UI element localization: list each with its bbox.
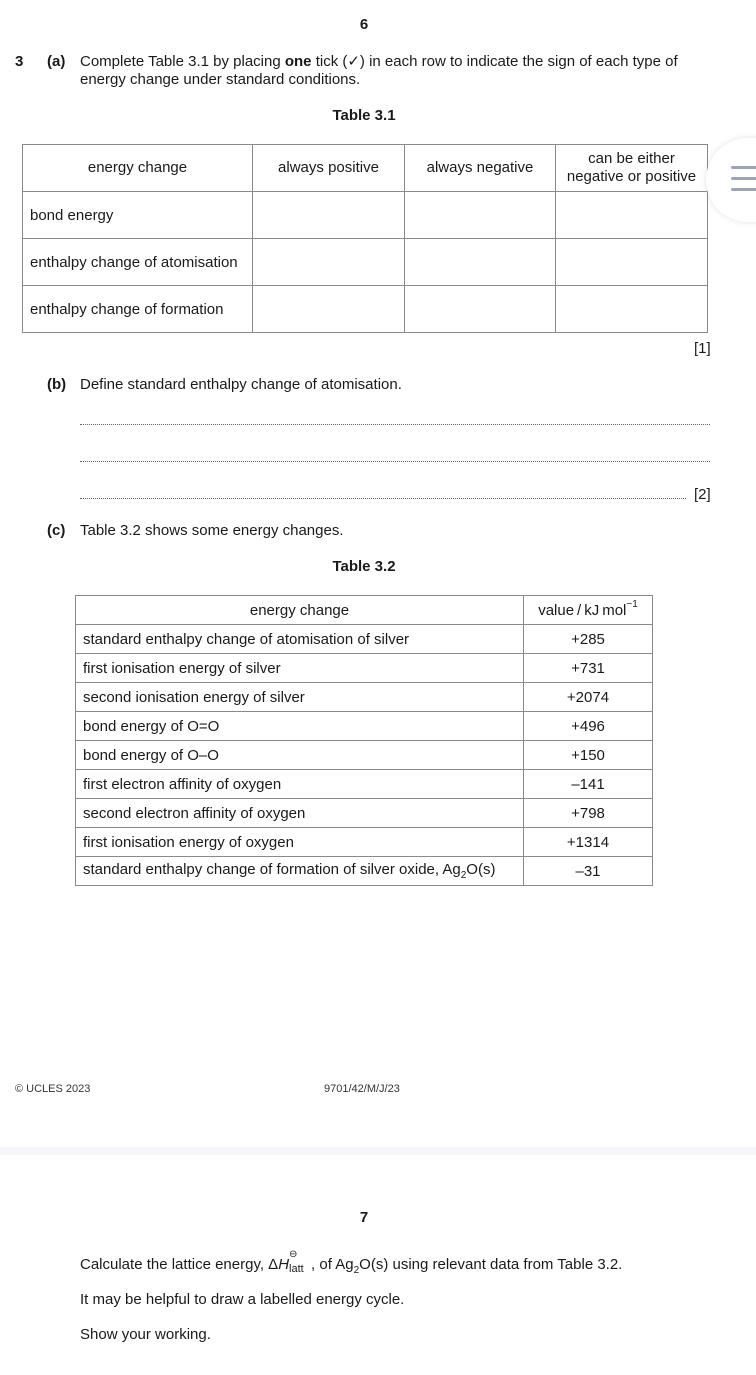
header-energy-change: energy change [76, 596, 524, 625]
part-a-label: (a) [47, 53, 66, 70]
header-either [556, 145, 708, 192]
table-row [76, 683, 653, 712]
question-text: Calculate the lattice energy, [80, 1256, 269, 1273]
header-value-unit: value / kJ mol [538, 602, 627, 619]
tick-cell-either[interactable] [556, 286, 708, 333]
row-label: enthalpy change of atomisation [23, 239, 253, 286]
energy-change-value: –31 [524, 857, 653, 886]
table-row [23, 286, 708, 333]
energy-change-name: bond energy of O=O [76, 712, 524, 741]
hint-text: It may be helpful to draw a labelled energy cycle. [80, 1291, 405, 1308]
row-label: enthalpy change of formation [23, 286, 253, 333]
answer-line[interactable] [80, 497, 686, 499]
energy-change-name: first ionisation energy of silver [76, 654, 524, 683]
question-text: , of Ag [311, 1256, 354, 1273]
energy-change-value: +496 [524, 712, 653, 741]
table-row [76, 625, 653, 654]
menu-button[interactable] [706, 138, 756, 222]
name-text: O(s) [466, 861, 496, 878]
page-number: 7 [359, 1209, 369, 1226]
table-row [23, 239, 708, 286]
energy-change-name: standard enthalpy change of atomisation of silver [76, 625, 524, 654]
delta-symbol: Δ [268, 1256, 279, 1273]
header-either-line2: negative or positive [566, 168, 697, 185]
header-energy-change: energy change [23, 145, 253, 192]
tick-cell-always-positive[interactable] [253, 286, 405, 333]
formula-subscript: 2 [353, 1265, 360, 1276]
show-working-text: Show your working. [80, 1326, 211, 1343]
tick-cell-always-negative[interactable] [405, 286, 556, 333]
table-3-2 [75, 595, 653, 886]
part-a-marks: [1] [694, 340, 711, 357]
part-a-instruction [80, 53, 720, 89]
page-separator [0, 1147, 756, 1155]
tick-cell-always-negative[interactable] [405, 239, 556, 286]
row-label: bond energy [23, 192, 253, 239]
answer-line[interactable] [80, 423, 710, 425]
tick-cell-always-positive[interactable] [253, 192, 405, 239]
energy-change-name: second ionisation energy of silver [76, 683, 524, 712]
table-row [76, 654, 653, 683]
energy-change-name: first electron affinity of oxygen [76, 770, 524, 799]
tick-cell-either[interactable] [556, 192, 708, 239]
instruction-text: energy change under standard conditions. [80, 71, 361, 88]
table-3-1 [22, 144, 708, 333]
table-row [76, 828, 653, 857]
lattice-energy-question [80, 1249, 623, 1280]
tick-cell-either[interactable] [556, 239, 708, 286]
table-header-row [23, 145, 708, 192]
standard-state-symbol: ⊖ [289, 1249, 298, 1260]
lattice-sub-sup [289, 1249, 311, 1275]
part-b-label: (b) [47, 376, 67, 393]
question-number: 3 [15, 53, 24, 70]
energy-change-value: –141 [524, 770, 653, 799]
header-either-line1: can be either [588, 150, 675, 167]
paper-code: 9701/42/M/J/23 [324, 1083, 400, 1095]
instruction-bold: one [284, 53, 312, 70]
enthalpy-symbol: H [278, 1256, 290, 1273]
table-row [76, 857, 653, 886]
page-number: 6 [359, 16, 369, 33]
energy-change-value: +1314 [524, 828, 653, 857]
energy-change-value: +798 [524, 799, 653, 828]
part-c-text: Table 3.2 shows some energy changes. [80, 522, 344, 539]
energy-change-name [76, 857, 524, 886]
table-row [23, 192, 708, 239]
energy-change-value: +2074 [524, 683, 653, 712]
energy-change-value: +285 [524, 625, 653, 654]
table-row [76, 799, 653, 828]
table-3-2-title: Table 3.2 [332, 558, 396, 575]
instruction-text: tick (✓) in each row to indicate the sign of each type of [311, 53, 678, 70]
header-always-positive: always positive [253, 145, 405, 192]
name-subscript: 2 [460, 870, 467, 881]
part-c-label: (c) [47, 522, 66, 539]
header-always-negative: always negative [405, 145, 556, 192]
part-b-marks: [2] [694, 486, 711, 503]
table-row [76, 712, 653, 741]
question-text: O(s) using relevant data from Table 3.2. [359, 1256, 623, 1273]
header-value [524, 596, 653, 625]
table-row [76, 741, 653, 770]
instruction-text: Complete Table 3.1 by placing [80, 53, 285, 70]
tick-cell-always-negative[interactable] [405, 192, 556, 239]
energy-change-value: +731 [524, 654, 653, 683]
energy-change-name: first ionisation energy of oxygen [76, 828, 524, 857]
name-text: standard enthalpy change of formation of silver oxide, Ag [83, 861, 461, 878]
energy-change-value: +150 [524, 741, 653, 770]
table-row [76, 770, 653, 799]
answer-line[interactable] [80, 460, 710, 462]
lattice-subscript: latt [289, 1263, 304, 1275]
part-b-question: Define standard enthalpy change of atomisation. [80, 376, 402, 393]
energy-change-name: bond energy of O–O [76, 741, 524, 770]
copyright: © UCLES 2023 [15, 1083, 91, 1095]
table-header-row [76, 596, 653, 625]
header-value-exponent: −1 [626, 599, 638, 610]
table-3-1-title: Table 3.1 [332, 107, 396, 124]
tick-cell-always-positive[interactable] [253, 239, 405, 286]
energy-change-name: second electron affinity of oxygen [76, 799, 524, 828]
